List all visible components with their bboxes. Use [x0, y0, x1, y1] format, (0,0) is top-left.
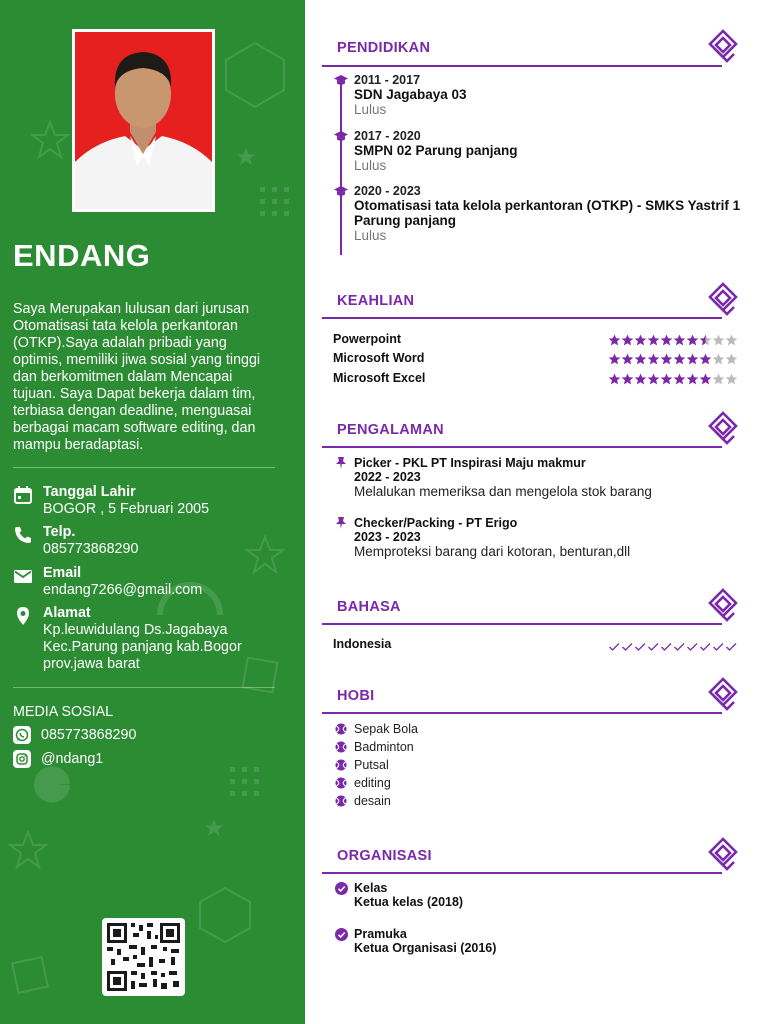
organization-item [335, 927, 496, 955]
address-line2: Kec.Parung panjang kab.Bogor [43, 639, 242, 655]
organization-item [335, 881, 463, 909]
ball-icon [335, 741, 347, 753]
check-icon [673, 639, 686, 649]
star-icon [608, 333, 621, 345]
graduation-cap-icon [334, 185, 348, 197]
social-instagram[interactable] [13, 750, 103, 768]
instagram-value: @ndang1 [41, 751, 104, 767]
skill-row [333, 371, 738, 385]
education-item [334, 184, 740, 243]
check-icon [699, 639, 712, 649]
star-icon [647, 372, 660, 384]
ornament-icon [706, 676, 740, 716]
star-decoration [236, 147, 256, 167]
experience-role: Checker/Packing - PT Erigo [354, 516, 518, 530]
star-icon [621, 333, 634, 345]
divider [13, 467, 275, 468]
education-school-line2: Parung panjang [354, 213, 457, 228]
contact-birth [13, 484, 283, 518]
check-icon [634, 639, 647, 649]
experience-item [336, 456, 652, 499]
section-title-organization: ORGANISASI [337, 848, 432, 864]
education-status: Lulus [354, 158, 387, 173]
education-status: Lulus [354, 228, 387, 243]
qr-code-icon [107, 923, 180, 991]
section-rule [322, 623, 722, 625]
star-icon [621, 352, 634, 364]
location-icon [13, 606, 33, 626]
whatsapp-value: 085773868290 [41, 727, 137, 743]
pin-icon [336, 517, 346, 529]
experience-desc: Memproteksi barang dari kotoran, benturan,dll [354, 544, 631, 559]
education-years: 2020 - 2023 [354, 184, 421, 198]
ornament-icon [706, 587, 740, 627]
address-label: Alamat [43, 605, 91, 621]
star-icon [608, 352, 621, 364]
education-school: Otomatisasi tata kelola perkantoran (OTKP) - SMKS Yastrif 1 [354, 198, 741, 213]
sidebar [0, 0, 305, 1024]
organization-name: Kelas [354, 881, 388, 895]
hobby-item [335, 794, 391, 808]
divider [13, 687, 275, 688]
email-icon [13, 566, 33, 586]
ball-icon [335, 795, 347, 807]
skill-name: Powerpoint [333, 332, 402, 346]
check-icon [621, 639, 634, 649]
skill-name: Microsoft Excel [333, 371, 426, 385]
education-school: SDN Jagabaya 03 [354, 87, 467, 102]
skill-rating [608, 372, 738, 384]
star-icon [712, 352, 725, 364]
person-portrait-icon [75, 32, 212, 209]
email-value[interactable]: endang7266@gmail.com [43, 582, 203, 598]
education-item [334, 73, 467, 117]
organization-role: Ketua kelas (2018) [354, 895, 464, 909]
pacman-decoration [30, 765, 80, 805]
hobby-item [335, 722, 418, 736]
education-years: 2017 - 2020 [354, 129, 421, 143]
star-icon [712, 372, 725, 384]
star-icon [673, 333, 686, 345]
dots-decoration [258, 185, 294, 221]
birth-label: Tanggal Lahir [43, 484, 136, 500]
check-icon [725, 639, 738, 649]
check-icon [686, 639, 699, 649]
ball-icon [335, 759, 347, 771]
section-title-language: BAHASA [337, 599, 401, 615]
about-text: Saya Merupakan lulusan dari jurusan Otomatisasi tata kelola perkantoran (OTKP).Saya adalah pribadi yang optimis, memiliki jiwa sosial yang tinggi dan berkomitmen dalam Mencapai tujuan. Saya Dapat bekerja dalam tim, terbiasa dengan deadline, menguasai berbagai macam software editing, dan mampu beradaptasi. [13, 301, 261, 453]
profile-photo-frame [72, 29, 215, 212]
experience-item [336, 516, 630, 559]
contact-email [13, 565, 283, 599]
education-years: 2011 - 2017 [354, 73, 421, 87]
ball-icon [335, 777, 347, 789]
ornament-icon [706, 836, 740, 876]
hobby-name: Badminton [354, 740, 414, 754]
ornament-icon [706, 410, 740, 450]
star-icon [699, 333, 712, 345]
pin-icon [336, 457, 346, 469]
phone-label: Telp. [43, 524, 76, 540]
section-rule [322, 446, 722, 448]
star-icon [634, 352, 647, 364]
section-rule [322, 872, 722, 874]
dots-decoration [228, 765, 264, 801]
section-rule [322, 65, 722, 67]
skill-row [333, 332, 738, 346]
address-line3: prov.jawa barat [43, 656, 140, 672]
whatsapp-icon [13, 726, 31, 744]
skill-rating [608, 333, 738, 345]
star-icon [686, 352, 699, 364]
social-title: MEDIA SOSIAL [13, 704, 114, 720]
email-label: Email [43, 565, 82, 581]
instagram-icon [13, 750, 31, 768]
star-icon [634, 333, 647, 345]
star-icon [673, 372, 686, 384]
experience-role: Picker - PKL PT Inspirasi Maju makmur [354, 456, 586, 470]
hobby-item [335, 776, 391, 790]
education-item [334, 129, 518, 173]
check-icon [647, 639, 660, 649]
ornament-icon [706, 281, 740, 321]
phone-icon [13, 525, 33, 545]
language-level [608, 639, 738, 649]
hobby-name: desain [354, 794, 391, 808]
ornament-icon [706, 28, 740, 68]
hobby-item [335, 740, 414, 754]
star-outline-decoration [30, 120, 70, 160]
skill-rating [608, 352, 738, 364]
star-icon [621, 372, 634, 384]
social-whatsapp[interactable] [13, 726, 136, 744]
star-icon [725, 372, 738, 384]
star-icon [647, 352, 660, 364]
check-icon [608, 639, 621, 649]
square-decoration [10, 955, 50, 995]
calendar-icon [13, 485, 33, 505]
section-title-hobby: HOBI [337, 688, 375, 704]
contact-address [13, 605, 283, 673]
star-decoration [204, 818, 224, 838]
star-icon [673, 352, 686, 364]
ball-icon [335, 723, 347, 735]
language-name: Indonesia [333, 637, 392, 651]
check-circle-icon [335, 928, 348, 941]
check-icon [712, 639, 725, 649]
experience-desc: Melalukan memeriksa dan mengelola stok barang [354, 484, 652, 499]
star-icon [660, 333, 673, 345]
star-icon [634, 372, 647, 384]
star-icon [712, 333, 725, 345]
birth-value: BOGOR , 5 Februari 2005 [43, 501, 210, 517]
hexagon-decoration [195, 885, 255, 945]
star-icon [686, 333, 699, 345]
qr-code[interactable] [102, 918, 185, 996]
organization-name: Pramuka [354, 927, 407, 941]
language-row [333, 637, 738, 651]
skill-name: Microsoft Word [333, 351, 425, 365]
star-icon [660, 372, 673, 384]
star-icon [725, 333, 738, 345]
star-icon [699, 352, 712, 364]
education-school: SMPN 02 Parung panjang [354, 143, 518, 158]
experience-years: 2022 - 2023 [354, 470, 421, 484]
hobby-item [335, 758, 389, 772]
education-status: Lulus [354, 102, 387, 117]
section-title-education: PENDIDIKAN [337, 40, 431, 56]
section-title-skills: KEAHLIAN [337, 293, 415, 309]
profile-photo [75, 32, 212, 209]
person-name: ENDANG [13, 238, 151, 273]
star-icon [647, 333, 660, 345]
hobby-name: Putsal [354, 758, 389, 772]
section-rule [322, 317, 722, 319]
star-icon [608, 372, 621, 384]
skill-row [333, 351, 738, 365]
star-icon [660, 352, 673, 364]
phone-value[interactable]: 085773868290 [43, 541, 139, 557]
organization-role: Ketua Organisasi (2016) [354, 941, 497, 955]
section-rule [322, 712, 722, 714]
address-line1: Kp.leuwidulang Ds.Jagabaya [43, 622, 228, 638]
check-icon [660, 639, 673, 649]
check-circle-icon [335, 882, 348, 895]
experience-years: 2023 - 2023 [354, 530, 421, 544]
star-icon [725, 352, 738, 364]
hobby-name: Sepak Bola [354, 722, 418, 736]
star-icon [686, 372, 699, 384]
hexagon-decoration [220, 40, 290, 110]
section-title-experience: PENGALAMAN [337, 422, 444, 438]
graduation-cap-icon [334, 74, 348, 86]
hobby-name: editing [354, 776, 391, 790]
contact-phone [13, 524, 283, 558]
star-outline-decoration [8, 830, 48, 870]
star-icon [699, 372, 712, 384]
graduation-cap-icon [334, 130, 348, 142]
